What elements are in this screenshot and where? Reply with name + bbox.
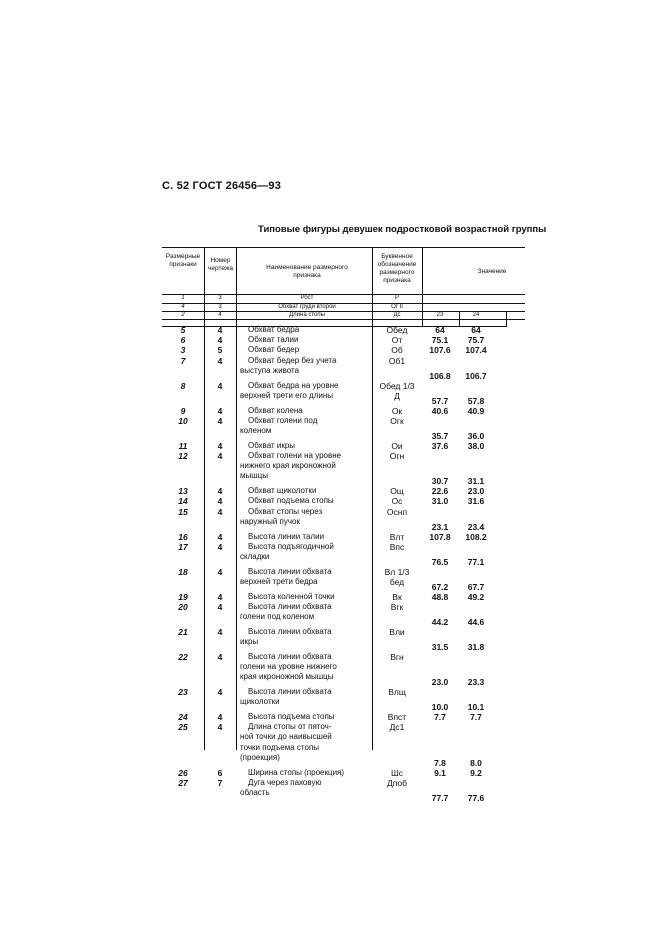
row-letter-symbol: Р	[394, 295, 399, 301]
row-drawing-number: 3	[218, 304, 222, 310]
row-letter-symbol: Об1	[388, 355, 406, 366]
row-value-2: 9.2	[470, 767, 482, 778]
row-feature-name: точки подъема стопы	[240, 742, 320, 752]
row-value-2: 23.0	[467, 486, 485, 497]
row-letter-symbol: Обед	[386, 325, 408, 335]
row-feature-name: Высота линии обхвата	[248, 651, 332, 661]
row-value-2: 24	[472, 312, 480, 318]
row-feature-name: Ширина стопы (проекция)	[248, 767, 345, 777]
row-feature-name: коленом	[240, 425, 272, 435]
row-letter-symbol: Впс	[389, 541, 405, 552]
row-letter-symbol: Ои	[391, 440, 403, 451]
row-letter-symbol: Ог II	[391, 304, 403, 310]
row-value-2: 67.7	[467, 582, 485, 593]
row-number: 12	[178, 450, 188, 461]
row-value-2: 108.2	[465, 531, 487, 542]
row-letter-symbol: Вгн	[390, 651, 404, 662]
row-number: 13	[178, 486, 188, 497]
row-drawing-number: 4	[217, 415, 223, 426]
row-letter-symbol: Огн	[389, 450, 405, 461]
row-drawing-number: 4	[217, 651, 223, 662]
row-drawing-number: 4	[217, 450, 223, 461]
row-value-1: 22.6	[431, 486, 449, 497]
row-value-1: 30.7	[431, 476, 449, 487]
row-number: 17	[178, 541, 188, 552]
row-letter-symbol: Вк	[392, 591, 402, 602]
row-feature-name: Высота подъягодичной	[248, 541, 334, 551]
row-feature-name: нижнего края икроножной	[240, 461, 336, 471]
row-feature-name: Длина стопы от пяточ-	[248, 722, 332, 732]
row-number: 1	[181, 295, 185, 301]
row-number: 25	[178, 722, 188, 733]
row-value-2: 8.0	[470, 757, 482, 768]
row-number: 18	[178, 566, 188, 577]
row-letter-symbol: Огк	[390, 415, 404, 426]
row-feature-name: область	[240, 788, 270, 798]
row-number: 24	[178, 712, 188, 723]
row-value-2: 38.0	[467, 440, 485, 451]
row-value-1: 35.7	[431, 431, 449, 442]
row-drawing-number: 4	[217, 440, 223, 451]
row-feature-name: голени под коленом	[240, 612, 315, 622]
row-value-1: 10.0	[431, 702, 449, 713]
row-value-2: 64	[471, 325, 481, 335]
row-drawing-number: 4	[217, 405, 223, 416]
row-value-2: 7.7	[470, 712, 482, 723]
row-value-1: 7.8	[434, 757, 446, 768]
row-value-1: 76.5	[431, 557, 449, 568]
row-value-1: 37.6	[431, 440, 449, 451]
row-drawing-number: 4	[217, 335, 223, 346]
header-value: Значение	[477, 268, 507, 275]
row-feature-name: Обхват икры	[248, 440, 296, 450]
row-drawing-number: 4	[217, 601, 223, 612]
row-number: 23	[178, 687, 188, 698]
row-drawing-number: 4	[217, 486, 223, 497]
row-feature-name: мышцы	[240, 471, 268, 481]
row-letter-symbol: Ос	[391, 496, 403, 507]
row-feature-name: (проекция)	[240, 752, 280, 762]
row-feature-name: края икроножной мышцы	[240, 672, 334, 682]
row-number: 3	[180, 345, 186, 356]
row-feature-name: Дуга через паховую	[248, 777, 322, 787]
row-feature-name: Высота линии обхвата	[248, 601, 332, 611]
row-value-1: 106.8	[429, 370, 451, 381]
row-letter-symbol: Об	[391, 345, 403, 356]
row-number: 19	[178, 591, 188, 602]
row-value-2: 57.8	[467, 395, 485, 406]
header-letter-symbol: Буквенное обозначение размерного признака	[377, 253, 417, 284]
row-feature-name: Высота линии обхвата	[248, 626, 332, 636]
row-number: 9	[180, 405, 186, 416]
row-value-1: 31.0	[431, 496, 449, 507]
row-value-1: 107.6	[429, 345, 451, 356]
row-number: 26	[178, 767, 188, 778]
row-drawing-number: 4	[217, 496, 223, 507]
row-number: 7	[180, 355, 186, 366]
row-letter-symbol: Дпоб	[387, 777, 407, 788]
row-value-1: 48.8	[431, 591, 449, 602]
row-feature-name: Обхват бедра	[248, 325, 300, 334]
row-feature-name: Длина стопы	[289, 312, 325, 318]
column-divider	[236, 247, 237, 750]
row-value-2: 106.7	[465, 370, 487, 381]
row-value-1: 75.1	[431, 335, 449, 346]
row-value-2: 49.2	[467, 591, 485, 602]
row-drawing-number: 7	[217, 777, 223, 788]
row-feature-name: Обхват бедер	[248, 345, 300, 355]
row-value-1: 31.5	[431, 642, 449, 653]
row-drawing-number: 4	[217, 531, 223, 542]
row-value-1: 67.2	[431, 582, 449, 593]
row-drawing-number: 4	[217, 506, 223, 517]
row-value-2: 44.6	[467, 617, 485, 628]
row-drawing-number: 4	[218, 312, 222, 318]
row-drawing-number: 4	[217, 626, 223, 637]
row-number: 22	[178, 651, 188, 662]
row-feature-name: ной точки до наивысшей	[240, 732, 332, 742]
row-drawing-number: 4	[217, 380, 223, 391]
row-divider	[162, 319, 525, 320]
row-feature-name: Обхват бедра на уровне	[248, 380, 339, 390]
row-number: 4	[181, 304, 185, 310]
row-number: 20	[178, 601, 188, 612]
row-letter-symbol-cont: Д	[394, 390, 400, 401]
row-drawing-number: 4	[217, 566, 223, 577]
row-letter-symbol: Влт	[389, 531, 405, 542]
row-letter-symbol: Оснп	[386, 506, 408, 517]
row-feature-name: верхней трети бедра	[240, 576, 318, 586]
row-letter-symbol: Вл 1/3	[384, 566, 410, 577]
row-drawing-number: 4	[217, 687, 223, 698]
page-header: С. 52 ГОСТ 26456—93	[162, 180, 282, 192]
row-value-1: 57.7	[431, 395, 449, 406]
row-value-2: 31.1	[467, 476, 485, 487]
row-feature-name: Высота коленной точки	[248, 591, 335, 601]
row-feature-name: наружный пучок	[240, 516, 300, 526]
row-value-2: 107.4	[465, 345, 487, 356]
row-feature-name: Высота подъема стопы	[248, 712, 335, 722]
row-drawing-number: 4	[217, 712, 223, 723]
row-value-1: 107.8	[429, 531, 451, 542]
row-feature-name: Высота линии талии	[248, 531, 325, 541]
row-drawing-number: 5	[217, 345, 223, 356]
row-number: 14	[178, 496, 188, 507]
row-drawing-number: 4	[217, 355, 223, 366]
row-feature-name: выступа живота	[240, 365, 300, 375]
row-number: 21	[178, 626, 188, 637]
row-drawing-number: 6	[217, 767, 223, 778]
row-feature-name: голени на уровне нижнего	[240, 662, 337, 672]
row-value-1: 64	[435, 325, 445, 335]
row-drawing-number: 4	[217, 541, 223, 552]
row-drawing-number: 3	[218, 295, 222, 301]
row-value-2: 77.1	[467, 557, 485, 568]
header-drawing-number: Номер чертежа	[208, 257, 233, 272]
row-feature-name: верхней трети его длины	[240, 390, 334, 400]
row-feature-name: Обхват талии	[248, 335, 299, 345]
row-number: 5	[180, 325, 186, 335]
row-value-2: 31.6	[467, 496, 485, 507]
row-letter-symbol: Вгк	[390, 601, 404, 612]
row-letter-symbol: Дс1	[389, 722, 405, 733]
row-value-2: 10.1	[467, 702, 485, 713]
header-size-features: Размерные признаки	[165, 253, 201, 268]
row-feature-name: Обхват голени под	[248, 415, 318, 425]
row-feature-name: Обхват груди второй	[278, 304, 336, 310]
row-value-1: 23.1	[431, 521, 449, 532]
row-number: 8	[180, 380, 186, 391]
row-letter-symbol: Ок	[391, 405, 403, 416]
row-feature-name: Обхват колена	[248, 405, 303, 415]
row-feature-name: Высота линии обхвата	[248, 687, 332, 697]
row-number: 6	[180, 335, 186, 346]
row-feature-name: Обхват стопы через	[248, 506, 323, 516]
row-letter-symbol: Впст	[387, 712, 407, 723]
row-letter-symbol: Ощ	[390, 486, 404, 497]
row-value-1: 23	[436, 312, 444, 318]
header-feature-name: Наименование размерного признака	[266, 264, 348, 279]
row-value-1: 23.0	[431, 677, 449, 688]
table-top-border	[162, 247, 525, 248]
row-value-2: 36.0	[467, 431, 485, 442]
row-value-2: 75.7	[467, 335, 485, 346]
row-value-2: 77.6	[467, 793, 485, 804]
row-number: 11	[178, 440, 188, 451]
column-divider	[506, 311, 507, 326]
row-number: 27	[178, 777, 188, 788]
table-title: Типовые фигуры девушек подростковой возрастной группы	[258, 224, 547, 235]
row-feature-name: щиколотки	[240, 697, 280, 707]
row-value-1: 77.7	[431, 793, 449, 804]
row-letter-symbol: Обед 1/3	[379, 380, 415, 391]
row-value-1: 7.7	[434, 712, 446, 723]
row-letter-symbol: Шс	[390, 767, 404, 778]
row-feature-name: Обхват щиколотки	[248, 486, 317, 496]
row-feature-name: Высота линии обхвата	[248, 566, 332, 576]
row-number: 10	[178, 415, 188, 426]
row-number: 2	[181, 312, 185, 318]
row-drawing-number: 4	[217, 722, 223, 733]
row-letter-symbol: Влщ	[388, 687, 406, 698]
row-letter-symbol-cont: бед	[389, 576, 405, 587]
measurement-table	[162, 247, 525, 804]
row-feature-name: Обхват голени на уровне	[248, 450, 342, 460]
row-letter-symbol: От	[391, 335, 403, 346]
row-drawing-number: 4	[217, 591, 223, 602]
row-value-2: 23.3	[467, 677, 485, 688]
row-feature-name: Рост	[300, 295, 314, 301]
row-letter-symbol: Дс	[393, 312, 401, 318]
row-feature-name: складки	[240, 551, 270, 561]
row-value-2: 23.4	[467, 521, 485, 532]
row-drawing-number: 4	[217, 325, 223, 335]
row-feature-name: Обхват бедер без учета	[248, 355, 337, 365]
row-number: 15	[178, 506, 188, 517]
row-value-1: 40.6	[431, 405, 449, 416]
row-value-1: 9.1	[434, 767, 446, 778]
row-letter-symbol: Вли	[389, 626, 405, 637]
row-value-2: 40.9	[467, 405, 485, 416]
row-value-1: 44.2	[431, 617, 449, 628]
row-number: 16	[178, 531, 188, 542]
row-feature-name: Обхват подъема стопы	[248, 496, 334, 506]
row-feature-name: икры	[240, 637, 259, 647]
row-value-2: 31.8	[467, 642, 485, 653]
